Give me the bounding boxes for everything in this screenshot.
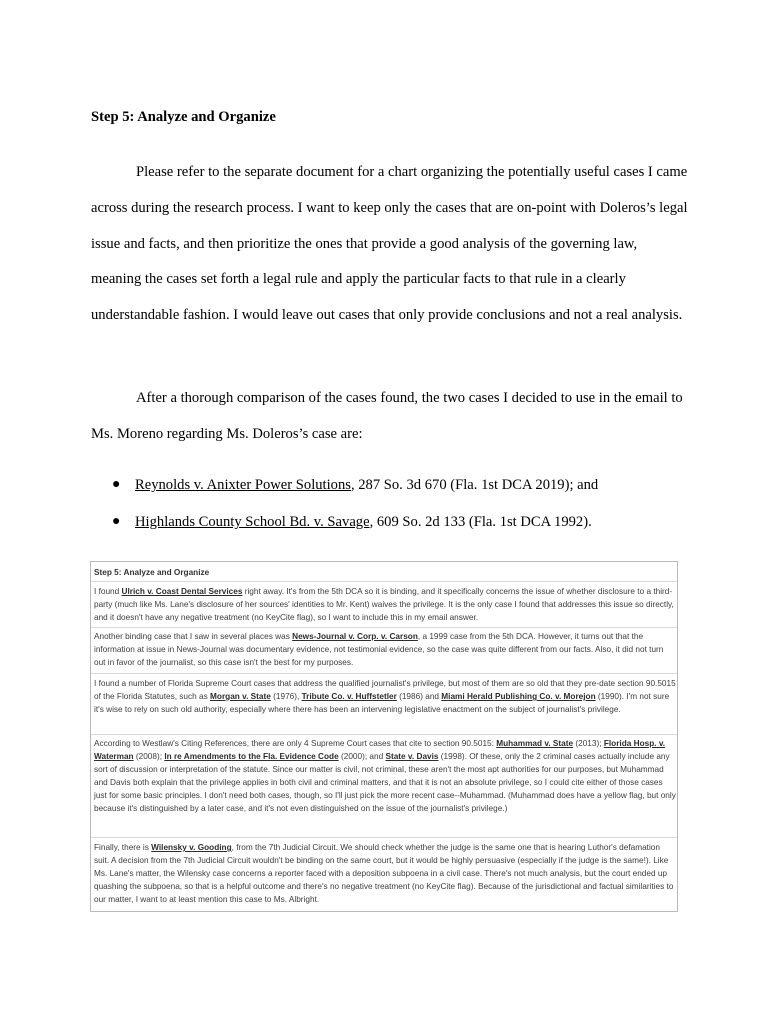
section-heading: Step 5: Analyze and Organize <box>91 109 276 125</box>
screenshot-paragraph <box>94 677 676 716</box>
screenshot-paragraph <box>94 585 676 624</box>
case-name: Highlands County School Bd. v. Savage <box>135 514 370 530</box>
text-run: I found a number of Florida Supreme Court cases that address the qualified journalist's privilege, but most of them are so old that they pre-date section 90.5015 of the Florida Statutes, such as <box>94 679 676 701</box>
embedded-screenshot <box>90 561 678 912</box>
text-run: According to Westlaw's Citing References, there are only 4 Supreme Court cases that cite to section 90.5015: <box>94 739 497 748</box>
case-citation: , 609 So. 2d 133 (Fla. 1st DCA 1992). <box>369 514 592 530</box>
text-run: Finally, there is <box>94 843 152 852</box>
case-reference: Morgan v. State <box>210 692 271 701</box>
case-reference: News-Journal v. Corp. v. Carson <box>292 632 418 641</box>
text-run: (1998). Of these, only the 2 criminal cases actually include any sort of discussion or interpretation of the statute. Since our matter is civil, not criminal, these aren't the most apt authorities for our purposes, but Muhammad and Davis both explain that the privilege applies in both civil and criminal matters, and that it is not an absolute privilege, so I could cite either of those cases just for some basic principles. I don't need both cases, though, so I'll just pick the more recent case--Muhammad. (Muhammad does have a yellow flag, but only because it's distinguished by a later case, and it's not even distinguished on the issue of the journalist's privilege.) <box>94 752 676 813</box>
paragraph-text: Please refer to the separate document for a chart organizing the potentially useful cases I came across during the research process. I want to keep only the cases that are on-point with Doleros’s legal issue and facts, and then prioritize the ones that provide a good analysis of the governing law, meaning the cases set forth a legal rule and apply the particular facts to that rule in a clearly understandable fashion. I would leave out cases that only provide conclusions and not a real analysis. <box>91 164 688 324</box>
case-reference: Wilensky v. Gooding <box>151 843 232 852</box>
case-reference: Florida Hosp. v. Waterman <box>94 739 666 761</box>
text-run: (1990). I'm not sure it's wise to rely on such old authority, especially where there has been an intervening legislative enactment on the subject of journalist's privilege. <box>94 692 670 714</box>
case-reference: Ulrich v. Coast Dental Services <box>121 587 243 596</box>
case-reference: Muhammad v. State <box>496 739 574 748</box>
text-run: (2013); <box>573 739 604 748</box>
text-run: (1986) and <box>396 692 442 701</box>
text-run: , from the 7th Judicial Circuit. We should check whether the judge is the same one that is hearing Luthor's defamation suit. A decision from the 7th Judicial Circuit wouldn't be binding on the same court, but it would be highly persuasive (especially if the judge is the same!). Like Ms. Lane's matter, the Wilensky case concerns a reporter faced with a deposition subpoena in a civil case. There's not much analysis, but the court ended up quashing the subpoena, so that is a helpful outcome and there's no negative treatment (no KeyCite flag). Because of the jurisdictional and factual similarities to our matter, I want to at least mention this case to Ms. Albright. <box>94 843 674 904</box>
text-run: (2000); and <box>338 752 386 761</box>
case-name: Reynolds v. Anixter Power Solutions <box>135 477 351 493</box>
case-citation: , 287 So. 3d 670 (Fla. 1st DCA 2019); and <box>350 477 599 493</box>
case-reference: State v. Davis <box>385 752 439 761</box>
paragraph-text: After a thorough comparison of the cases found, the two cases I decided to use in the email to Ms. Moreno regarding Ms. Doleros’s case are: <box>91 390 683 442</box>
divider <box>91 627 677 628</box>
screenshot-paragraph <box>94 737 676 815</box>
case-reference: In re Amendments to the Fla. Evidence Code <box>164 752 339 761</box>
divider <box>91 673 677 674</box>
text-run: , a 1999 case from the 5th DCA. However, it turns out that the information at issue in News-Journal was documentary evidence, not testimonial evidence, so the case was quite different from our facts. Also, it did not turn out in favor of the journalist, so this case isn't the best for my purposes. <box>94 632 664 667</box>
bullet-icon: ● <box>112 477 121 492</box>
list-item <box>91 509 598 546</box>
text-run: right away. It's from the 5th DCA so it is binding, and it specifically concerns the issue of whether disclosure to a third-party (much like Ms. Lane's disclosure of her sources' identities to Mr. Kent) waives the privilege. It is the only case I found that addresses this issue so directly, and it doesn't have any negative treatment (no KeyCite flag), so I want to include this in my email answer. <box>94 587 674 622</box>
list-item <box>91 472 598 509</box>
text-run: (1976), <box>270 692 302 701</box>
screenshot-paragraph <box>94 841 676 906</box>
text-run: I found <box>94 587 122 596</box>
divider <box>91 734 677 735</box>
divider <box>91 581 677 582</box>
text-run: Another binding case that I saw in several places was <box>94 632 293 641</box>
text-run: (2008); <box>133 752 165 761</box>
screenshot-paragraph <box>94 630 676 669</box>
screenshot-title: Step 5: Analyze and Organize <box>94 568 210 577</box>
paragraph-research-approach <box>91 155 691 334</box>
paragraph-selected-cases <box>91 381 691 453</box>
case-list <box>91 472 598 546</box>
bullet-icon: ● <box>112 514 121 529</box>
case-reference: Miami Herald Publishing Co. v. Morejon <box>441 692 596 701</box>
case-reference: Tribute Co. v. Huffstetler <box>301 692 397 701</box>
divider <box>91 837 677 838</box>
